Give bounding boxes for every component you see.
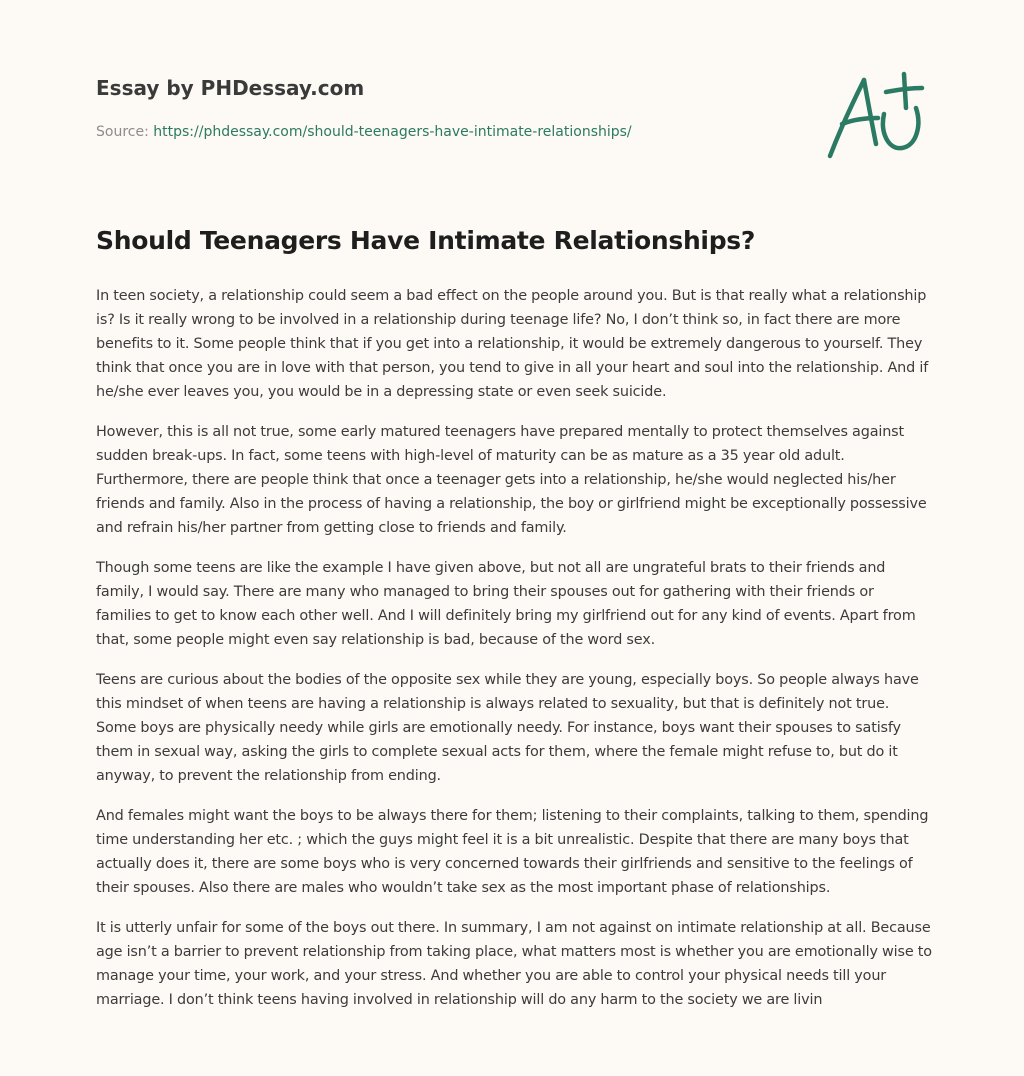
essay-paragraph: And females might want the boys to be always there for them; listening to their complaints, talking to them, spending time understanding her etc. ; which the guys might feel it is a bit unrealistic. Despite that there are many boys that actually does it, there are some boys who is very concerned towards their girlfriends and sensitive to the feelings of their spouses. Also there are males who wouldn’t take sex as the most important phase of relationships. [96,808,929,896]
brand-title: Essay by PHDessay.com [96,76,365,100]
essay-paragraph: Teens are curious about the bodies of the opposite sex while they are young, especially boys. So people always have this mindset of when teens are having a relationship is always related to sexuality, but that is definitely not true. Some boys are physically needy while girls are emotionally needy. For instance, boys want their spouses to satisfy them in sexual way, asking the girls to complete sexual acts for them, where the female might refuse to, but do it anyway, to prevent the relationship from ending. [96,672,919,784]
essay-title: Should Teenagers Have Intimate Relationships? [96,226,756,255]
source-label: Source: [96,124,149,140]
essay-body [96,284,932,1028]
essay-paragraph: It is utterly unfair for some of the boys out there. In summary, I am not against on intimate relationship at all. Because age isn’t a barrier to prevent relationship from taking place, what matters most is whether you are emotionally wise to manage your time, your work, and your stress. And whether you are able to control your physical needs till your marriage. I don’t think teens having involved in relationship will do any harm to the society we are livin [96,920,932,1008]
essay-paragraph: Though some teens are like the example I have given above, but not all are ungrateful brats to their friends and family, I would say. There are many who managed to bring their spouses out for gathering with their friends or families to get to know each other well. And I will definitely bring my girlfriend out for any kind of events. Apart from that, some people might even say relationship is bad, because of the word sex. [96,560,916,648]
essay-paragraph: However, this is all not true, some early matured teenagers have prepared mentally to protect themselves against sudden break-ups. In fact, some teens with high-level of maturity can be as mature as a 35 year old adult. Furthermore, there are people think that once a teenager gets into a relationship, he/she would neglected his/her friends and family. Also in the process of having a relationship, the boy or girlfriend might be exceptionally possessive and refrain his/her partner from getting close to friends and family. [96,424,927,536]
essay-header [96,0,928,200]
source-link[interactable]: https://phdessay.com/should-teenagers-have-intimate-relationships/ [153,124,632,140]
a-plus-logo-icon [824,68,928,164]
essay-paragraph: In teen society, a relationship could seem a bad effect on the people around you. But is that really what a relationship is? Is it really wrong to be involved in a relationship during teenage life? No, I don’t think so, in fact there are more benefits to it. Some people think that if you get into a relationship, it would be extremely dangerous to yourself. They think that once you are in love with that person, you tend to give in all your heart and soul into the relationship. And if he/she ever leaves you, you would be in a depressing state or even seek suicide. [96,288,929,400]
source-line [96,124,632,140]
